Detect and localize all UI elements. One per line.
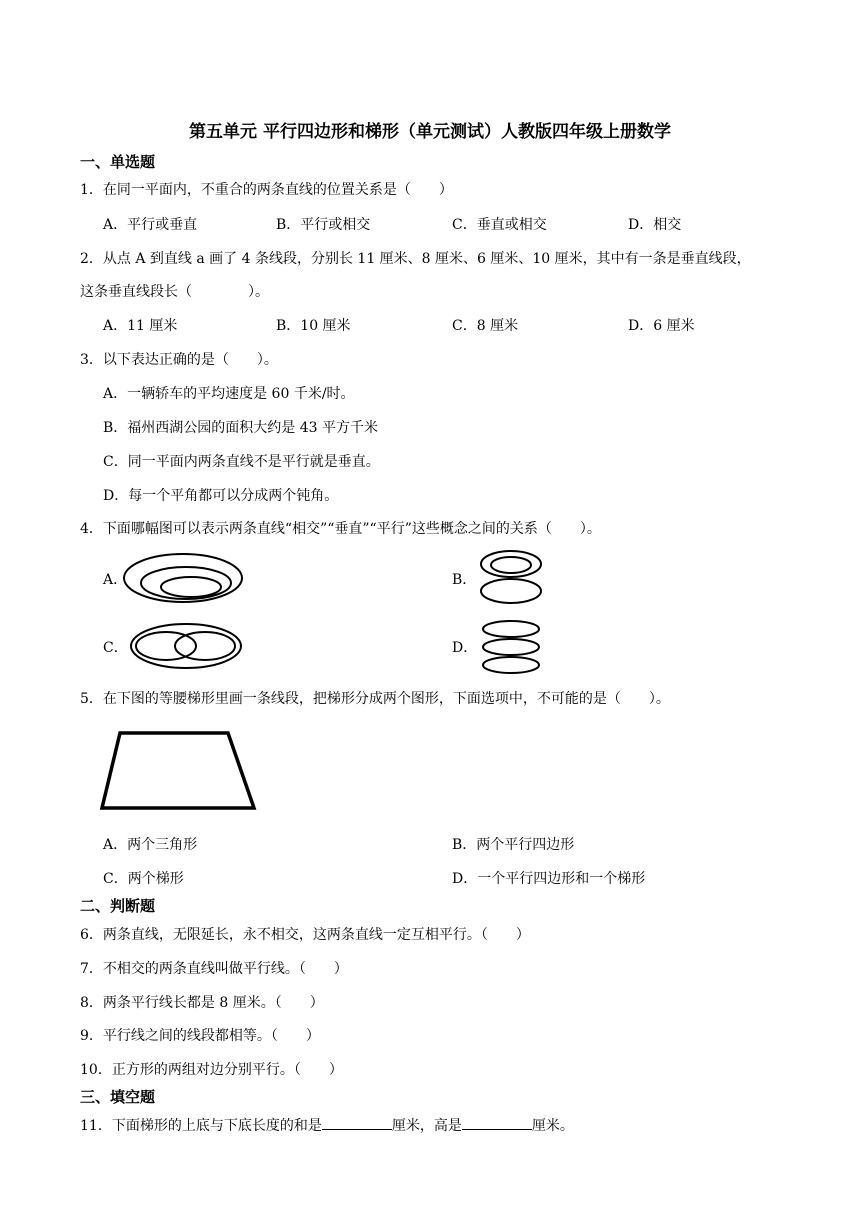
question-11-part-2: 厘米，高是: [391, 1118, 462, 1134]
question-5-option-b: B．两个平行四边形: [452, 837, 575, 853]
question-11: [80, 1115, 574, 1135]
question-2-option-d: D．6 厘米: [628, 318, 695, 334]
question-4-stem: 4．下面哪幅图可以表示两条直线“相交”“垂直”“平行”这些概念之间的关系（ ）。: [80, 521, 601, 537]
question-1-option-b: B．平行或相交: [276, 217, 371, 233]
question-4-option-a: A．: [103, 572, 128, 588]
isosceles-trapezoid-figure: [98, 728, 260, 814]
question-1-option-d: D．相交: [628, 217, 682, 233]
question-4-option-b: B．: [452, 572, 477, 588]
question-3-option-c: C．同一平面内两条直线不是平行就是垂直。: [103, 454, 380, 470]
question-11-part-3: 厘米。: [531, 1118, 574, 1134]
question-5-option-c: C．两个梯形: [103, 871, 184, 887]
question-9: 9．平行线之间的线段都相等。（ ）: [80, 1028, 320, 1044]
section-heading-fill-blank: 三、填空题: [80, 1088, 156, 1106]
question-1-option-a: A．平行或垂直: [103, 217, 198, 233]
question-6: 6．两条直线，无限延长，永不相交，这两条直线一定互相平行。（ ）: [80, 927, 530, 943]
option-a-nested-ellipses-figure: [120, 551, 250, 607]
question-3-option-a: A．一辆轿车的平均速度是 60 千米/时。: [103, 386, 355, 402]
question-11-blank-height[interactable]: [462, 1115, 532, 1130]
option-d-separate-ellipses-figure: [480, 618, 544, 678]
question-5-option-a: A．两个三角形: [103, 837, 198, 853]
question-4-option-c: C．: [103, 640, 128, 656]
page-title: 第五单元 平行四边形和梯形（单元测试）人教版四年级上册数学: [189, 122, 671, 142]
question-10: 10．正方形的两组对边分别平行。（ ）: [80, 1062, 343, 1078]
section-heading-true-false: 二、判断题: [80, 897, 156, 915]
question-5-option-d: D．一个平行四边形和一个梯形: [452, 871, 646, 887]
question-2-stem-line-1: 2．从点 A 到直线 a 画了 4 条线段，分别长 11 厘米、8 厘米、6 厘米、10 厘米，其中有一条是垂直线段，: [80, 251, 751, 267]
question-7: 7．不相交的两条直线叫做平行线。（ ）: [80, 961, 348, 977]
question-11-part-1: 11．下面梯形的上底与下底长度的和是: [80, 1118, 322, 1134]
option-b-stacked-ellipses-figure: [478, 548, 546, 606]
question-3-stem: 3．以下表达正确的是（ ）。: [80, 352, 278, 368]
question-1-stem: 1．在同一平面内，不重合的两条直线的位置关系是（ ）: [80, 182, 453, 198]
option-c-overlapping-ellipses-figure: [128, 621, 248, 673]
question-2-option-b: B．10 厘米: [276, 318, 351, 334]
question-11-blank-sum[interactable]: [322, 1115, 392, 1130]
question-2-option-c: C．8 厘米: [452, 318, 519, 334]
question-8: 8．两条平行线长都是 8 厘米。（ ）: [80, 995, 324, 1011]
question-2-stem-line-2: 这条垂直线段长（ ）。: [80, 284, 269, 300]
question-3-option-d: D．每一个平角都可以分成两个钝角。: [103, 488, 339, 504]
question-4-option-d: D．: [452, 640, 478, 656]
question-2-option-a: A．11 厘米: [103, 318, 178, 334]
question-5-stem: 5．在下图的等腰梯形里画一条线段，把梯形分成两个图形，下面选项中，不可能的是（ ）。: [80, 691, 670, 707]
section-heading-single-choice: 一、单选题: [80, 153, 156, 171]
question-3-option-b: B．福州西湖公园的面积大约是 43 平方千米: [103, 420, 379, 436]
question-1-option-c: C．垂直或相交: [452, 217, 547, 233]
